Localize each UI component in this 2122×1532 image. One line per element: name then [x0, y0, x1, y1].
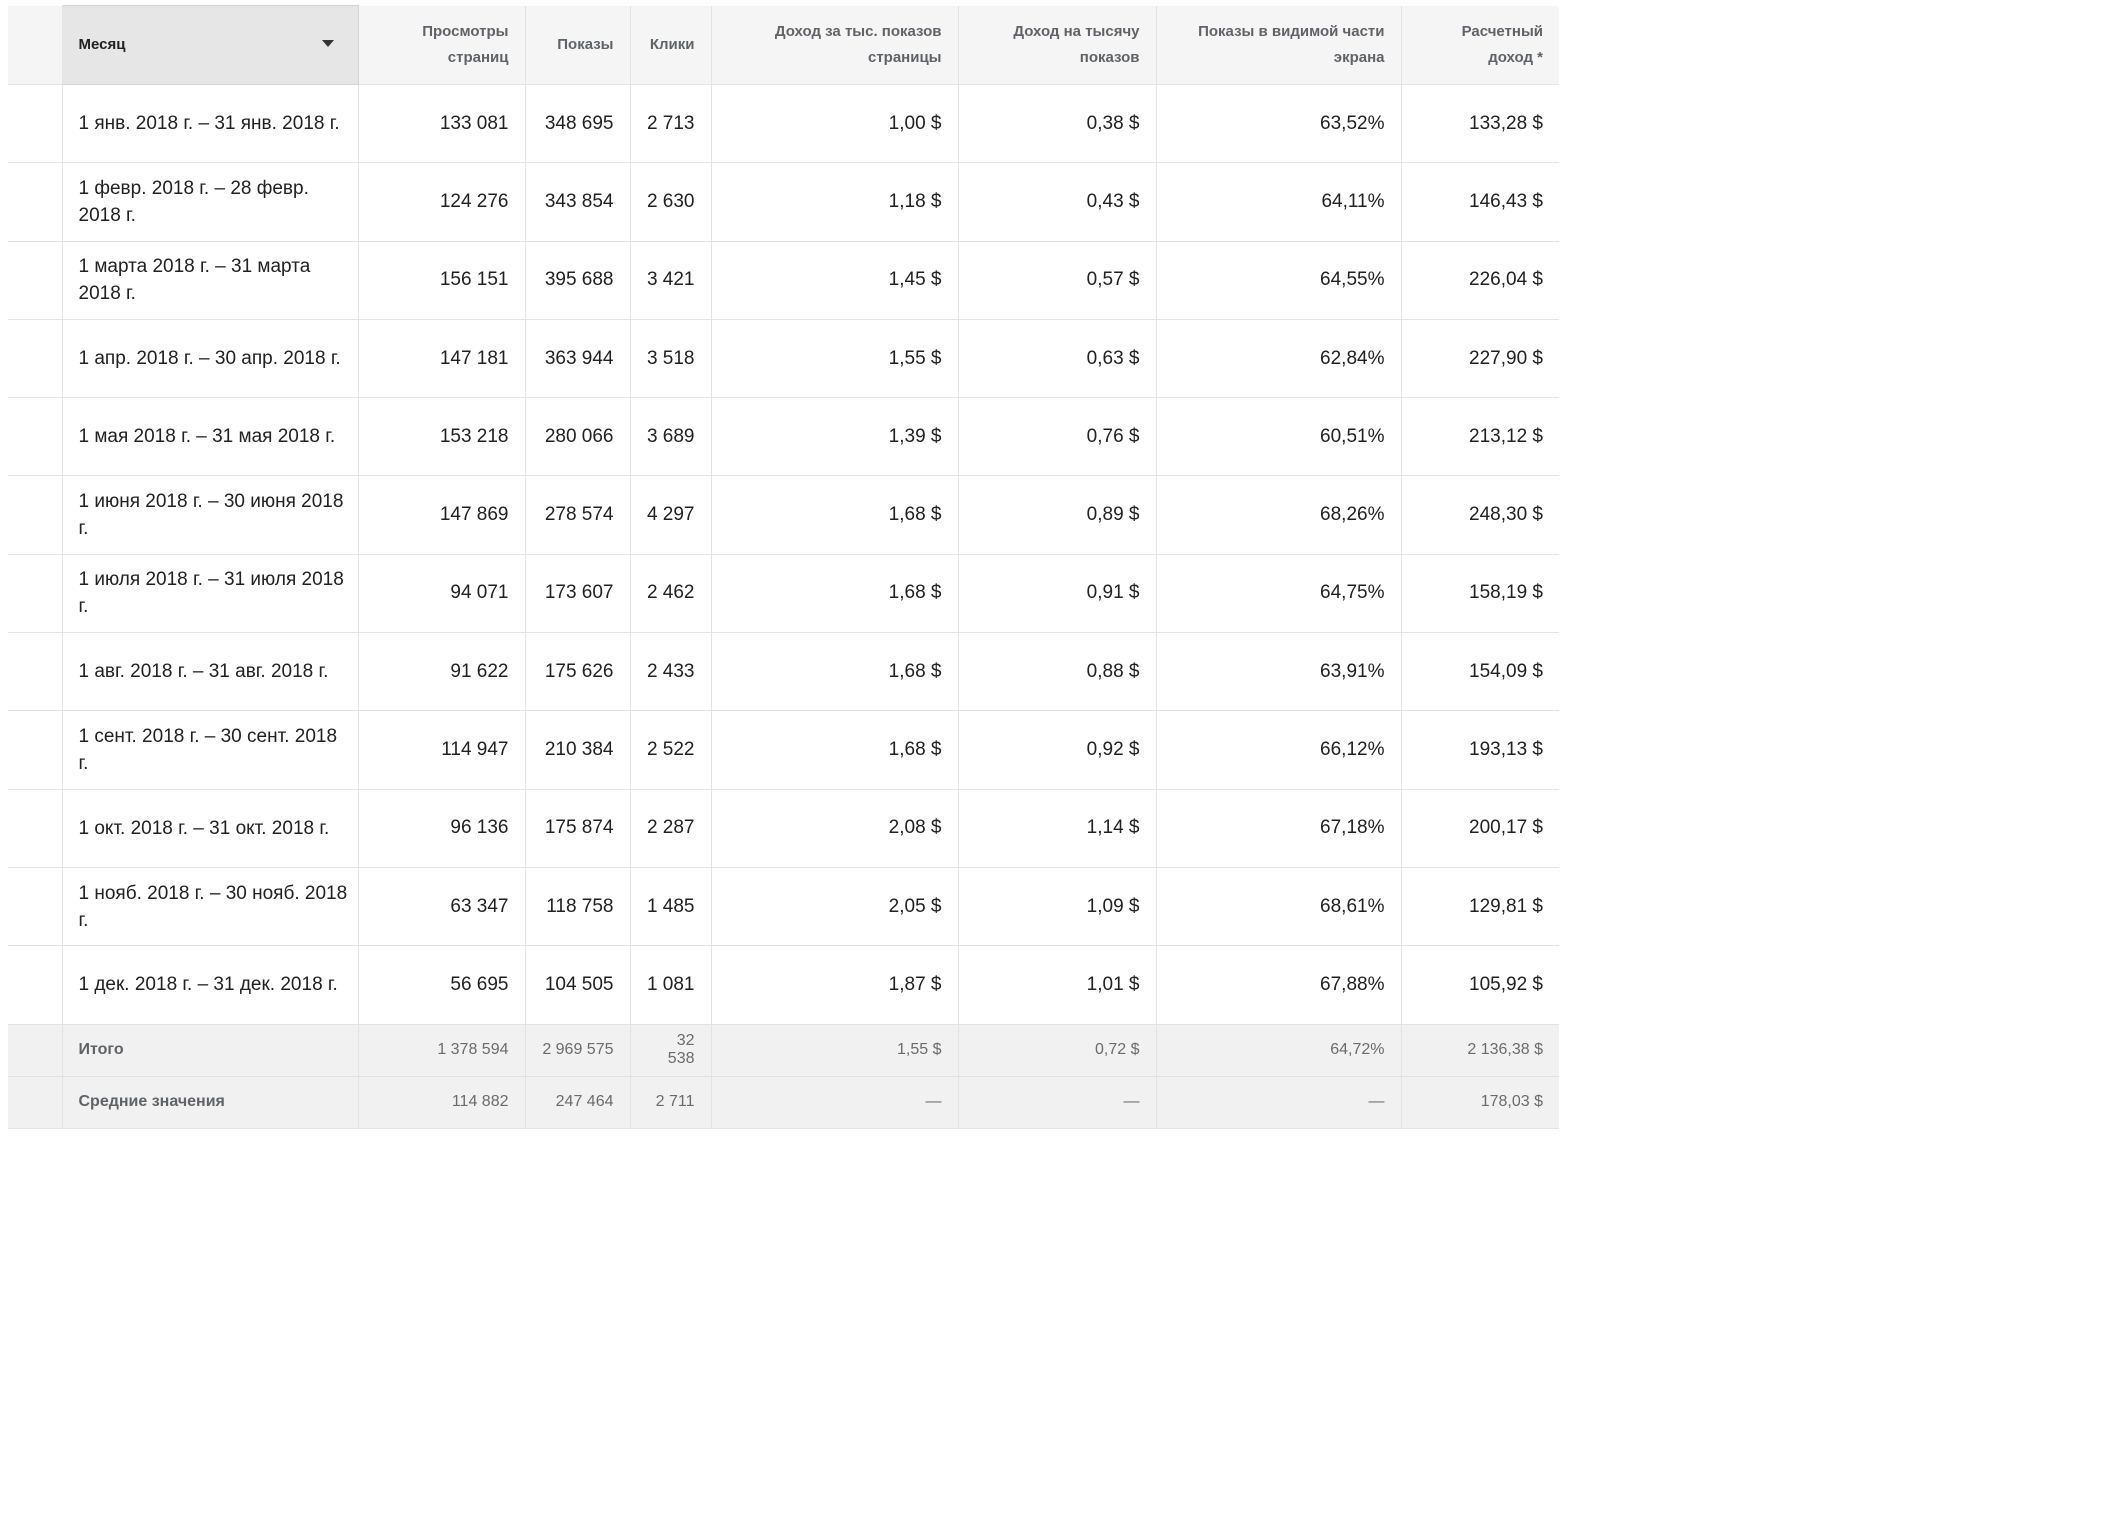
totals-label: Итого: [62, 1024, 358, 1076]
table-row: [8, 163, 1559, 241]
averages-pageviews: 114 882: [358, 1076, 525, 1128]
table-row: [8, 867, 1559, 945]
viewability-cell: 66,12%: [1156, 711, 1401, 789]
row-blank-cell: [8, 319, 62, 397]
averages-blank-cell: [8, 1076, 62, 1128]
month-cell: 1 июня 2018 г. – 30 июня 2018 г.: [62, 476, 358, 554]
impressions-cell: 175 874: [525, 789, 630, 867]
row-blank-cell: [8, 789, 62, 867]
impression-rpm-cell: 0,63 $: [958, 319, 1156, 397]
totals-blank-cell: [8, 1024, 62, 1076]
table-body: [8, 85, 1559, 1025]
averages-page-rpm: —: [711, 1076, 958, 1128]
impressions-cell: 348 695: [525, 85, 630, 163]
averages-row: [8, 1076, 1559, 1128]
averages-estimated-earnings: 178,03 $: [1401, 1076, 1559, 1128]
impressions-cell: 175 626: [525, 633, 630, 711]
table-row: [8, 241, 1559, 319]
pageviews-cell: 156 151: [358, 241, 525, 319]
month-cell: 1 апр. 2018 г. – 30 апр. 2018 г.: [62, 319, 358, 397]
page-rpm-cell: 1,55 $: [711, 319, 958, 397]
page-rpm-cell: 1,45 $: [711, 241, 958, 319]
impression-rpm-cell: 0,92 $: [958, 711, 1156, 789]
impression-rpm-cell: 0,57 $: [958, 241, 1156, 319]
month-column-header[interactable]: [62, 6, 358, 85]
month-header-label: Месяц: [78, 36, 126, 53]
estimated-earnings-cell: 200,17 $: [1401, 789, 1559, 867]
impressions-cell: 278 574: [525, 476, 630, 554]
page-rpm-cell: 1,87 $: [711, 946, 958, 1024]
impressions-column-header[interactable]: Показы: [525, 6, 630, 85]
pageviews-cell: 133 081: [358, 85, 525, 163]
pageviews-cell: 56 695: [358, 946, 525, 1024]
pageviews-cell: 91 622: [358, 633, 525, 711]
page-rpm-cell: 1,00 $: [711, 85, 958, 163]
averages-viewability: —: [1156, 1076, 1401, 1128]
estimated-earnings-cell: 154,09 $: [1401, 633, 1559, 711]
pageviews-cell: 94 071: [358, 554, 525, 632]
row-blank-cell: [8, 398, 62, 476]
clicks-cell: 2 462: [630, 554, 711, 632]
impression-rpm-cell: 0,91 $: [958, 554, 1156, 632]
page-rpm-cell: 2,08 $: [711, 789, 958, 867]
table-row: [8, 476, 1559, 554]
pageviews-cell: 147 869: [358, 476, 525, 554]
impressions-cell: 343 854: [525, 163, 630, 241]
page-rpm-cell: 1,68 $: [711, 554, 958, 632]
impressions-cell: 210 384: [525, 711, 630, 789]
estimated-earnings-cell: 193,13 $: [1401, 711, 1559, 789]
month-cell: 1 дек. 2018 г. – 31 дек. 2018 г.: [62, 946, 358, 1024]
clicks-cell: 2 522: [630, 711, 711, 789]
impression-rpm-cell: 0,38 $: [958, 85, 1156, 163]
impressions-cell: 363 944: [525, 319, 630, 397]
page-rpm-cell: 1,18 $: [711, 163, 958, 241]
report-table: [8, 5, 1559, 1129]
totals-impression-rpm: 0,72 $: [958, 1024, 1156, 1076]
averages-impression-rpm: —: [958, 1076, 1156, 1128]
month-cell: 1 сент. 2018 г. – 30 сент. 2018 г.: [62, 711, 358, 789]
row-blank-cell: [8, 85, 62, 163]
viewability-cell: 64,55%: [1156, 241, 1401, 319]
month-cell: 1 окт. 2018 г. – 31 окт. 2018 г.: [62, 789, 358, 867]
table-row: [8, 319, 1559, 397]
table-header: [8, 6, 1559, 85]
clicks-cell: 3 518: [630, 319, 711, 397]
viewability-column-header[interactable]: Показы в видимой части экрана: [1156, 6, 1401, 85]
row-blank-cell: [8, 867, 62, 945]
page-rpm-cell: 1,39 $: [711, 398, 958, 476]
row-blank-cell: [8, 241, 62, 319]
page-rpm-cell: 2,05 $: [711, 867, 958, 945]
clicks-cell: 3 689: [630, 398, 711, 476]
clicks-cell: 2 713: [630, 85, 711, 163]
estimated-earnings-cell: 129,81 $: [1401, 867, 1559, 945]
viewability-cell: 64,11%: [1156, 163, 1401, 241]
totals-viewability: 64,72%: [1156, 1024, 1401, 1076]
viewability-cell: 60,51%: [1156, 398, 1401, 476]
averages-clicks: 2 711: [630, 1076, 711, 1128]
month-cell: 1 янв. 2018 г. – 31 янв. 2018 г.: [62, 85, 358, 163]
estimated-earnings-cell: 158,19 $: [1401, 554, 1559, 632]
table-row: [8, 711, 1559, 789]
viewability-cell: 68,26%: [1156, 476, 1401, 554]
impression-rpm-cell: 0,43 $: [958, 163, 1156, 241]
table-row: [8, 789, 1559, 867]
estimated-earnings-cell: 227,90 $: [1401, 319, 1559, 397]
estimated-earnings-cell: 213,12 $: [1401, 398, 1559, 476]
pageviews-cell: 153 218: [358, 398, 525, 476]
viewability-cell: 62,84%: [1156, 319, 1401, 397]
table-row: [8, 398, 1559, 476]
row-blank-cell: [8, 711, 62, 789]
pageviews-cell: 96 136: [358, 789, 525, 867]
table-row: [8, 554, 1559, 632]
clicks-column-header[interactable]: Клики: [630, 6, 711, 85]
totals-pageviews: 1 378 594: [358, 1024, 525, 1076]
clicks-cell: 4 297: [630, 476, 711, 554]
month-cell: 1 февр. 2018 г. – 28 февр. 2018 г.: [62, 163, 358, 241]
clicks-cell: 1 485: [630, 867, 711, 945]
totals-estimated-earnings: 2 136,38 $: [1401, 1024, 1559, 1076]
pageviews-cell: 63 347: [358, 867, 525, 945]
page-rpm-column-header[interactable]: Доход за тыс. показов страницы: [711, 6, 958, 85]
table-row: [8, 946, 1559, 1024]
row-blank-cell: [8, 633, 62, 711]
pageviews-cell: 114 947: [358, 711, 525, 789]
month-cell: 1 марта 2018 г. – 31 марта 2018 г.: [62, 241, 358, 319]
viewability-cell: 67,88%: [1156, 946, 1401, 1024]
impressions-cell: 395 688: [525, 241, 630, 319]
impression-rpm-cell: 0,89 $: [958, 476, 1156, 554]
header-row: [8, 6, 1559, 85]
table-row: [8, 85, 1559, 163]
totals-row: [8, 1024, 1559, 1076]
row-blank-cell: [8, 554, 62, 632]
month-cell: 1 июля 2018 г. – 31 июля 2018 г.: [62, 554, 358, 632]
row-blank-cell: [8, 163, 62, 241]
estimated-earnings-cell: 226,04 $: [1401, 241, 1559, 319]
estimated-earnings-column-header[interactable]: Расчетный доход *: [1401, 6, 1559, 85]
impressions-cell: 118 758: [525, 867, 630, 945]
pageviews-column-header[interactable]: Просмотры страниц: [358, 6, 525, 85]
impression-rpm-cell: 1,01 $: [958, 946, 1156, 1024]
totals-clicks: 32 538: [630, 1024, 711, 1076]
averages-label: Средние значения: [62, 1076, 358, 1128]
estimated-earnings-cell: 105,92 $: [1401, 946, 1559, 1024]
pageviews-cell: 124 276: [358, 163, 525, 241]
month-cell: 1 нояб. 2018 г. – 30 нояб. 2018 г.: [62, 867, 358, 945]
totals-page-rpm: 1,55 $: [711, 1024, 958, 1076]
viewability-cell: 63,91%: [1156, 633, 1401, 711]
viewability-cell: 63,52%: [1156, 85, 1401, 163]
impressions-cell: 173 607: [525, 554, 630, 632]
clicks-cell: 2 630: [630, 163, 711, 241]
impression-rpm-cell: 0,88 $: [958, 633, 1156, 711]
clicks-cell: 1 081: [630, 946, 711, 1024]
clicks-cell: 2 287: [630, 789, 711, 867]
clicks-cell: 2 433: [630, 633, 711, 711]
row-blank-cell: [8, 476, 62, 554]
sort-dropdown-icon[interactable]: [322, 40, 334, 47]
row-blank-cell: [8, 946, 62, 1024]
page-rpm-cell: 1,68 $: [711, 633, 958, 711]
impression-rpm-cell: 1,14 $: [958, 789, 1156, 867]
averages-impressions: 247 464: [525, 1076, 630, 1128]
page-rpm-cell: 1,68 $: [711, 711, 958, 789]
totals-impressions: 2 969 575: [525, 1024, 630, 1076]
impression-rpm-column-header[interactable]: Доход на тысячу показов: [958, 6, 1156, 85]
viewability-cell: 64,75%: [1156, 554, 1401, 632]
impression-rpm-cell: 1,09 $: [958, 867, 1156, 945]
estimated-earnings-cell: 133,28 $: [1401, 85, 1559, 163]
viewability-cell: 68,61%: [1156, 867, 1401, 945]
impressions-cell: 280 066: [525, 398, 630, 476]
impressions-cell: 104 505: [525, 946, 630, 1024]
clicks-cell: 3 421: [630, 241, 711, 319]
header-blank-cell: [8, 6, 62, 85]
table-footer: [8, 1024, 1559, 1128]
pageviews-cell: 147 181: [358, 319, 525, 397]
month-cell: 1 мая 2018 г. – 31 мая 2018 г.: [62, 398, 358, 476]
viewability-cell: 67,18%: [1156, 789, 1401, 867]
table-row: [8, 633, 1559, 711]
page-rpm-cell: 1,68 $: [711, 476, 958, 554]
impression-rpm-cell: 0,76 $: [958, 398, 1156, 476]
estimated-earnings-cell: 248,30 $: [1401, 476, 1559, 554]
month-cell: 1 авг. 2018 г. – 31 авг. 2018 г.: [62, 633, 358, 711]
estimated-earnings-cell: 146,43 $: [1401, 163, 1559, 241]
